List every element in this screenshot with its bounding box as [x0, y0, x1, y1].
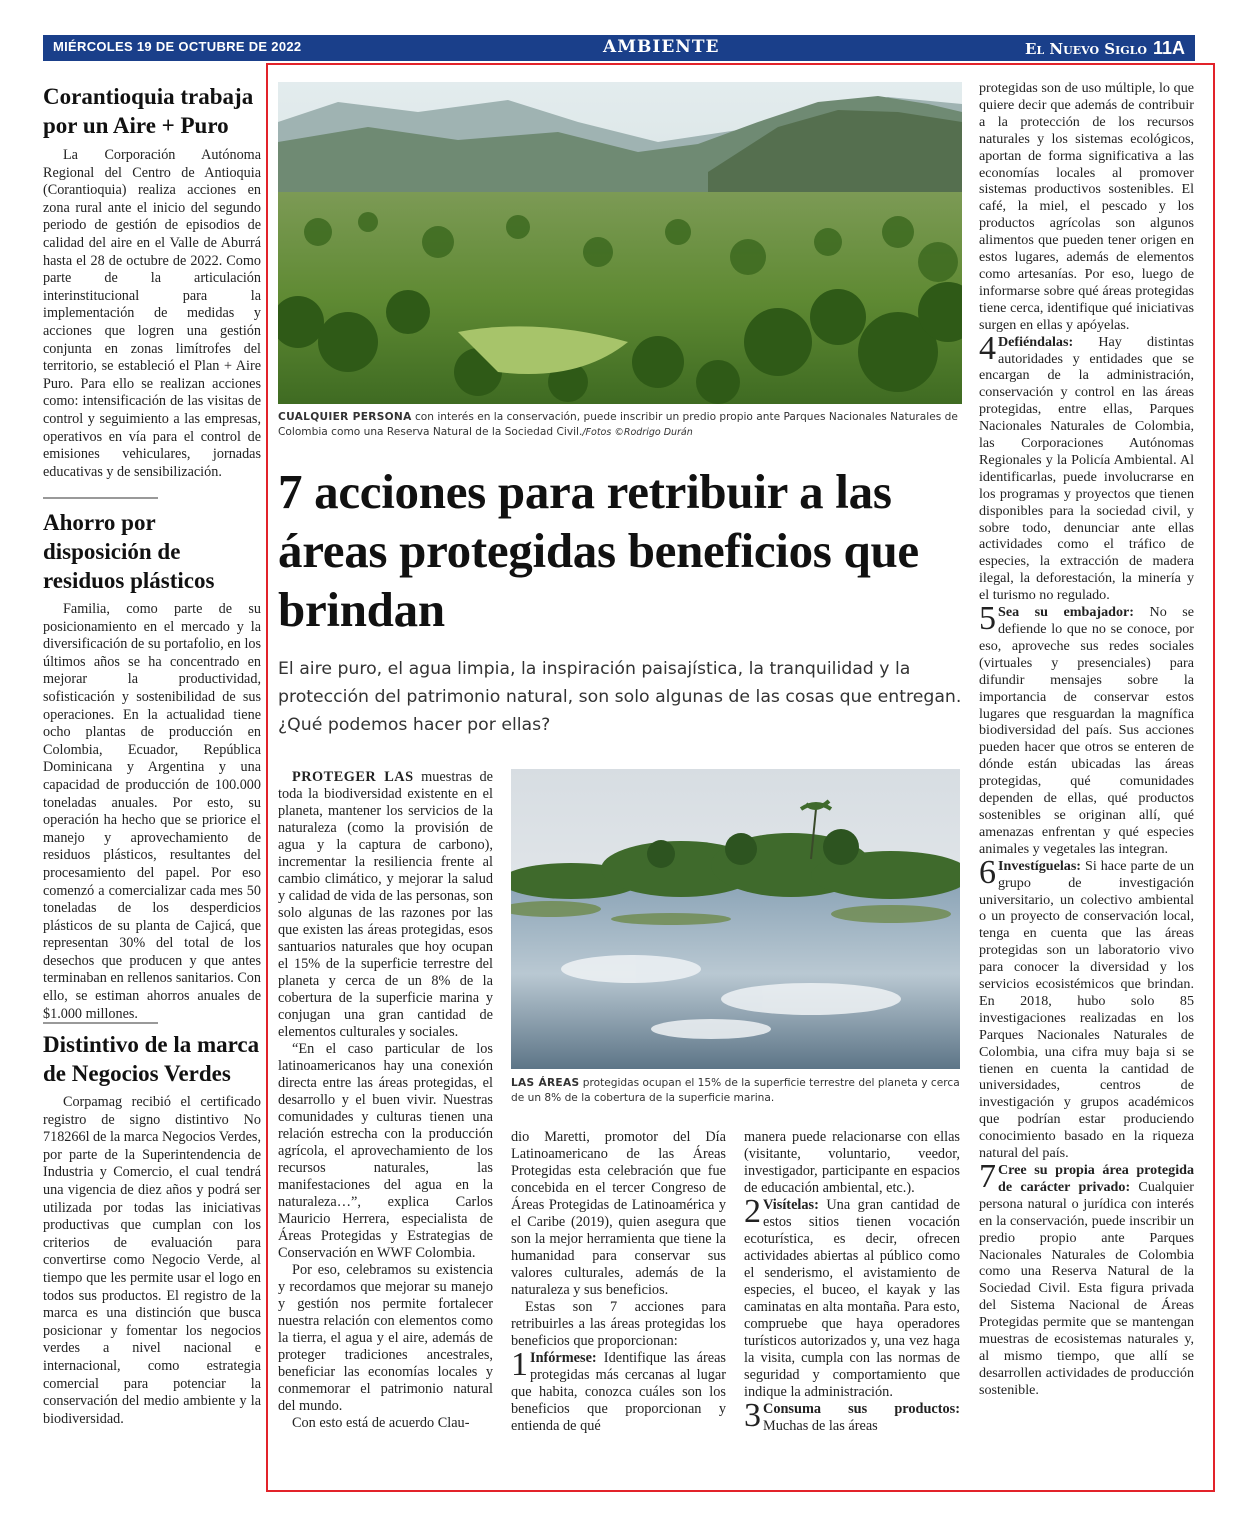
paragraph: dio Maretti, promotor del Día Latinoamericano de las Áreas Protegidas esta celebración que fue concebida en el tercer Congreso de Áreas Protegidas de Latinoamérica y el Caribe (2019), quien asegura que son la mejor herramienta que tiene la humanidad para conservar sus valores culturales, además de la naturaleza y sus beneficios.: [511, 1129, 726, 1298]
action-keyword: Investíguelas:: [998, 857, 1082, 874]
page-number: 11A: [1152, 38, 1185, 58]
edition-date: MIÉRCOLES 19 DE OCTUBRE DE 2022: [53, 39, 302, 54]
paragraph: Estas son 7 acciones para retribuirles a las áreas protegidas los beneficios que proporcionan:: [511, 1299, 726, 1349]
action-keyword: Sea su embajador:: [998, 604, 1134, 621]
action-text: Si hace parte de un grupo de investigación universitario, un colectivo ambiental o un proyecto de conservación local, tenga en cuenta que las áreas protegidas son un laboratorio vivo para conocer la diversidad y los servicios ecosistémicos que brindan. En 2018, hubo solo 85 investigaciones realizadas en los Parques Nacionales Naturales de Colombia, una cifra muy baja si se tienen en cuenta la cantidad de universidades, centros de investigación y grupos académicos que podrían estar produciendo conocimiento basado en la riqueza natural del país.: [979, 857, 1194, 1162]
caption-text: protegidas ocupan el 15% de la superficie terrestre del planeta y cerca de un 8% de la cobertura de la superficie marina.: [511, 1077, 960, 1104]
action-number: 3: [744, 1397, 761, 1434]
caption-lead: LAS ÁREAS: [511, 1077, 580, 1089]
paragraph: Con esto está de acuerdo Clau-: [292, 1415, 470, 1431]
sidebar-story-body: Familia, como parte de su posicionamiento en el mercado y la diversificación de su portafolio, en los últimos años se ha concentrado en mejorar la productividad, sofisticación y sostenibilidad de sus operaciones. En la actualidad tiene ocho plantas de producción en Colombia, Ecuador, República Dominicana y Argentina y una capacidad de producción de 100.000 toneladas anuales. Por esto, su operación ha hecho que se priorice el manejo y aprovechamiento de residuos plásticos, resultantes del procesamiento del papel. Por eso comenzó a comercializar cada mes 50 toneladas de los desperdicios plásticos de su planta de Cajicá, que representan 30% del total de los desechos que producen y que antes terminaban en rellenos sanitarios. Con ello, se estiman ahorros anuales de $1.000 millones.: [43, 601, 261, 1022]
action-item-4: [979, 329, 1194, 605]
article-deck: El aire puro, el agua limpia, la inspiración paisajística, la tranquilidad y la protección del patrimonio natural, son solo algunas de las cosas que entregan. ¿Qué podemos hacer por ellas?: [278, 659, 962, 735]
section-name: AMBIENTE: [603, 37, 720, 57]
action-number: 6: [979, 853, 996, 891]
action-keyword: Defiéndalas:: [998, 333, 1074, 350]
sidebar-story-body: La Corporación Autónoma Regional del Centro de Antioquia (Corantioquia) realiza acciones en zona rural ante el inicio del segundo periodo de gestión de episodios de calidad del aire en el Valle de Aburrá hasta el 28 de octubre de 2022. Como parte de la articulación interinstitucional para la implementación de medidas y acciones que logren una gestión conjunta en zonas limítrofes del territorio, se estableció el Plan + Aire Puro. Para ello se realizan acciones como: intensificación de las visitas de control y seguimiento a las empresas, operativos en vía para el control de emisiones vehiculares, jornadas educativas y de sensibilización.: [43, 147, 261, 480]
wetland-illustration: [511, 769, 960, 1069]
action-item-5: [979, 600, 1195, 858]
sidebar-story-body: Corpamag recibió el certificado registro de signo distintivo No 718266l de la marca Negocios Verdes, por parte de la Superintendencia de Industria y Comercio, el cual tendrá una vigencia de diez años y podrá ser utilizada por todas las iniciativas productivas que cumplan con los criterios de evaluación para convertirse como Negocio Verde, al tiempo que les permite usar el logo en todos sus productos. El registro de la marca es una distinción que busca posicionar y fomentar los negocios verdes a nivel nacional e internacional, como estrategia comercial para potenciar la conservación del medio ambiente y la biodiversidad.: [43, 1094, 261, 1427]
landscape-photo: [278, 82, 962, 404]
sidebar-story-corantioquia: [43, 82, 261, 481]
action-text: No se defiende lo que no se conoce, por eso, aproveche sus redes sociales (virtuales y presenciales) para difundir mensajes sobre la importancia de conservar estos lugares que resguardan la magnífica biodiversidad del país. Sus acciones pueden hacer que otros se enteren de dónde están ubicadas las áreas protegidas, qué comunidades dependen de ellas, qué productos sostenibles se originan allí, qué amenazas enfrentan y qué especies animales y vegetales las integran.: [979, 604, 1195, 857]
action-number: 2: [744, 1193, 761, 1230]
action-keyword: Infórmese:: [530, 1350, 597, 1366]
sidebar-story-corpamag: [43, 1030, 261, 1428]
paragraph: muestras de toda la biodiversidad existente en el planeta, mantener los servicios de la naturaleza (como la provisión de agua y la captura de carbono), incrementar la resiliencia frente al cambio climático, y mejorar la salud y calidad de vida de las personas, son solo algunas de las razones por las que existen las áreas protegidas, esos santuarios naturales que hoy ocupan el 15% de la superficie terrestre del planeta y cerca de un 8% de la cobertura de la superficie marina y conjugan una gran cantidad de elementos culturales y sociales.: [278, 769, 493, 1040]
action-text: Muchas de las áreas: [763, 1418, 878, 1434]
sidebar-divider: [43, 497, 158, 499]
sidebar-story-familia: [43, 508, 261, 1023]
action-item-3: [744, 1397, 960, 1435]
action-number: 4: [979, 329, 996, 367]
action-number: 1: [511, 1346, 528, 1383]
wetland-photo-caption: [511, 1076, 961, 1106]
article-column-3: [744, 1129, 960, 1435]
action-item-7: [979, 1158, 1194, 1399]
paragraph: protegidas son de uso múltiple, lo que quiere decir que además de contribuir a la protección de los recursos naturales y los sistemas ecológicos, aportan de forma significativa a las economías locales al promover sistemas productivos sostenibles. El café, la miel, el pescado y los productos agrícolas son algunos alimentos que pueden tener origen en estos lugares, además de elementos como artesanías. Por eso, luego de informarse sobre qué áreas protegidas tiene cerca, identifique qué iniciativas surgen en ellas y apóyelas.: [979, 80, 1194, 333]
action-item-6: [979, 853, 1194, 1162]
sidebar-story-title: Corantioquia trabaja por un Aire + Puro: [43, 84, 254, 138]
article-column-2: [511, 1129, 726, 1435]
action-keyword: Consuma sus productos:: [763, 1401, 960, 1417]
paragraph: “En el caso particular de los latinoamericanos hay una conexión directa entre las áreas protegidas, el desarrollo y el buen vivir. Nuestras comunidades y culturas tienen una relación estrecha con la producción agrícola, el aprovechamiento de los recursos naturales, las manifestaciones del agua en la naturaleza…”, explica Carlos Mauricio Herrera, especialista de Áreas Protegidas y Estrategias de Conservación en WWF Colombia.: [278, 1041, 493, 1261]
article-column-4: [979, 80, 1194, 1399]
page-header-band: [43, 35, 1195, 61]
publication-name: El Nuevo Siglo: [1025, 40, 1147, 58]
article-lead-in: PROTEGER LAS: [292, 769, 414, 785]
action-text: Cualquier persona natural o jurídica con interés en la conservación, puede inscribir un predio propio ante Parques Nacionales Naturales de Colombia como una Reserva Natural de la Sociedad Civil. Esta figura privada del Sistema Nacional de Áreas Protegidas permite que se mantengan muestras de ecosistemas naturales y, al mismo tiempo, que allí se desarrollen actividades de producción sostenible.: [979, 1178, 1194, 1398]
action-text: Una gran cantidad de estos sitios tienen vocación ecoturística, es decir, ofrecen actividades abiertas al público como el senderismo, el avistamiento de especies, el buceo, el kayak y las caminatas en alta montaña. Para esto, compruebe que haya operadores turísticos autorizados y, una vez haga la visita, cumpla con las normas de seguridad y comportamiento que indique la administración.: [744, 1197, 960, 1400]
action-keyword: Cree su propia área protegida de carácter privado:: [998, 1162, 1194, 1195]
wetland-photo: [511, 769, 960, 1069]
paragraph: manera puede relacionarse con ellas (visitante, voluntario, veedor, investigador, participante en espacios de educación ambiental, etc.).: [744, 1129, 960, 1196]
article-headline: 7 acciones para retribuir a las áreas protegidas beneficios que brindan: [278, 464, 919, 637]
action-text: Identifique las áreas protegidas más cercanas al lugar que habita, conozca cuáles son los beneficios que proporcionan y entienda de qué: [511, 1350, 726, 1434]
action-number: 5: [979, 600, 996, 638]
sidebar-story-title: Ahorro por disposición de residuos plásticos: [43, 510, 215, 593]
sidebar-story-title: Distintivo de la marca de Negocios Verdes: [43, 1032, 260, 1086]
caption-text: con interés en la conservación, puede inscribir un predio propio ante Parques Nacionales Naturales de Colombia como una Reserva Natural de la Sociedad Civil.: [278, 411, 958, 438]
masthead: [1025, 38, 1185, 59]
paragraph: Por eso, celebramos su existencia y recordamos que mejorar su manejo y gestión nos permite fortalecer nuestra relación con elementos como la tierra, el agua y el aire, además de proteger tradiciones ancestrales, beneficiar las economías locales y conmemorar el patrimonio natural del mundo.: [278, 1262, 493, 1414]
photo-credit: /Fotos ©Rodrigo Durán: [582, 427, 693, 438]
action-text: Hay distintas autoridades y entidades que se encargan de la administración, conservación y control en las áreas protegidas, entre ellas, Parques Nacionales Naturales de Colombia, las Corporaciones Autónomas Regionales y la Policía Ambiental. Al identificarlas, puede involucrarse en los programas y proyectos que tienen disponibles para la sociedad civil, y sobre todo, denunciar ante ellas actividades como el tráfico de especies, la extracción de madera ilegal, la deforestación, la minería y el turismo no regulado.: [979, 333, 1194, 604]
action-keyword: Visítelas:: [763, 1197, 819, 1213]
action-item-1: [511, 1346, 726, 1435]
landscape-illustration: [278, 82, 962, 404]
action-number: 7: [979, 1158, 996, 1195]
article-column-1: [278, 769, 493, 1432]
sidebar-divider: [43, 1022, 158, 1024]
caption-lead: CUALQUIER PERSONA: [278, 411, 412, 423]
landscape-photo-caption: [278, 410, 958, 440]
action-item-2: [744, 1193, 960, 1401]
